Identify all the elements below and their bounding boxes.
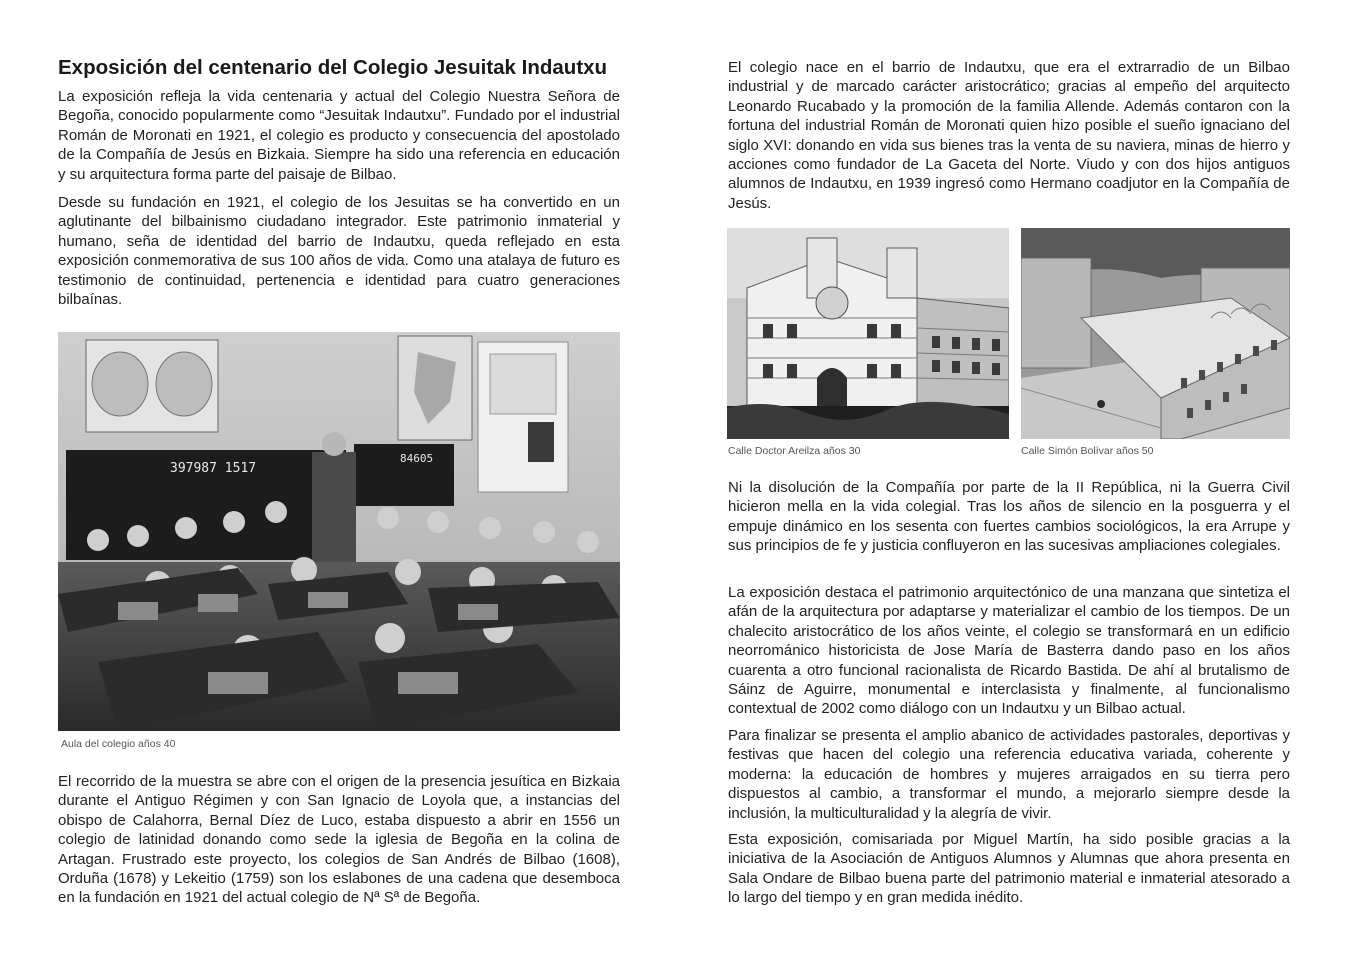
building-photo-1950s — [1021, 228, 1290, 439]
page-title: Exposición del centenario del Colegio Jesuitak Indautxu — [58, 56, 608, 79]
building-photo-1930s-caption: Calle Doctor Areilza años 30 — [728, 445, 861, 457]
intro-paragraph: La exposición refleja la vida centenaria y actual del Colegio Nuestra Señora de Begoña, conocido popularmente como “Jesuitak Indautxu”. Fundado por el industrial Román de Moronati en 1921, el colegio es producto y consecuencia del apostolado de la Compañía de Jesús en Bizkaia. Siempre ha sido una referencia en educación y su arquitectura forma parte del paisaje de Bilbao. — [58, 88, 620, 183]
republic-paragraph: Ni la disolución de la Compañía por parte de la II República, ni la Guerra Civil hicieron mella en la vida colegial. Tras los años de silencio en la posguerra y el empuje dinámico en los sesenta con fuertes cambios sociológicos, la era Arrupe y sus principios de fe y justicia confluyeron en las sucesivas ampliaciones colegiales. — [728, 479, 1290, 555]
architecture-paragraph: La exposición destaca el patrimonio arquitectónico de una manzana que sintetiza el afán de la arquitectura por adaptarse y materializar el cambio de los tiempos. De un chalecito aristocrático de los años veinte, el colegio se transformará en un edificio neorrománico historicista de Jose María de Basterra dando paso en los años cuarenta a otro funcional racionalista de Ricardo Bastida. De ahí al brutalismo de Sáinz de Aguirre, monumental e interclasista y finalmente, al funcionalismo contextual de 2002 como diálogo con un Indautxu y un Bilbao actual. — [728, 584, 1290, 718]
origin-paragraph: El colegio nace en el barrio de Indautxu, que era el extrarradio de un Bilbao industrial y de marcado carácter aristocrático; gracias al empeño del arquitecto Leonardo Rucabado y la promoción de la familia Allende. Además contaron con la fortuna del industrial Román de Moronati quien hizo posible el sueño ignaciano del siglo XVI: donando en vida sus bienes tras la venta de su naviera, minas de hierro y acciones como fundador de La Gaceta del Norte. Viudo y con dos hijos antiguos alumnos de Indautxu, en 1939 ingresó como Hermano coadjutor en la Compañía de Jesús. — [728, 59, 1290, 212]
classroom-photo — [58, 332, 620, 731]
chalk-numbers-right: 84605 — [400, 452, 434, 465]
building-photo-1950s-caption: Calle Simón Bolívar años 50 — [1021, 445, 1154, 457]
activities-paragraph: Para finalizar se presenta el amplio abanico de actividades pastorales, deportivas y festivas que hacen del colegio una referencia educativa variada, coherente y moderna: la educación de hombres y mujeres arraigados en su tierra pero dispuestos al cambio, a transformar el mundo, a mejorarlo siempre desde la inclusión, la multiculturalidad y la alegría de vivir. — [728, 727, 1290, 822]
credits-paragraph: Esta exposición, comisariada por Miguel Martín, ha sido posible gracias a la iniciativa de la Asociación de Antiguos Alumnos y Alumnas que ahora presenta en Sala Ondare de Bilbao buena parte del patrimonio material e inmaterial atesorado a lo largo del tiempo y en gran medida inédito. — [728, 831, 1290, 907]
classroom-photo-caption: Aula del colegio años 40 — [61, 738, 176, 750]
building-photo-1930s — [727, 228, 1009, 439]
chalk-numbers-left: 397987 1517 — [170, 461, 257, 476]
history-paragraph: El recorrido de la muestra se abre con el origen de la presencia jesuítica en Bizkaia durante el Antiguo Régimen y con San Ignacio de Loyola que, a instancias del obispo de Calahorra, Bernal Díez de Luco, estaba dispuesto a abrir en 1556 un colegio de latinidad donando como sede la iglesia de Begoña en la colina de Artagan. Frustrado este proyecto, los colegios de San Andrés de Bilbao (1608), Orduña (1678) y Lekeitio (1759) son los eslabones de una cadena que desemboca en la fundación en 1921 del actual colegio de Nª Sª de Begoña. — [58, 773, 620, 907]
foundation-paragraph: Desde su fundación en 1921, el colegio de los Jesuitas se ha convertido en un aglutinante del bilbainismo ciudadano integrador. Este patrimonio inmaterial y humano, seña de identidad del barrio de Indautxu, queda reflejado en esta exposición conmemorativa de sus 100 años de vida. Como una atalaya de futuro es testimonio de continuidad, pertenencia e identidad para cuatro generaciones bilbaínas. — [58, 194, 620, 309]
